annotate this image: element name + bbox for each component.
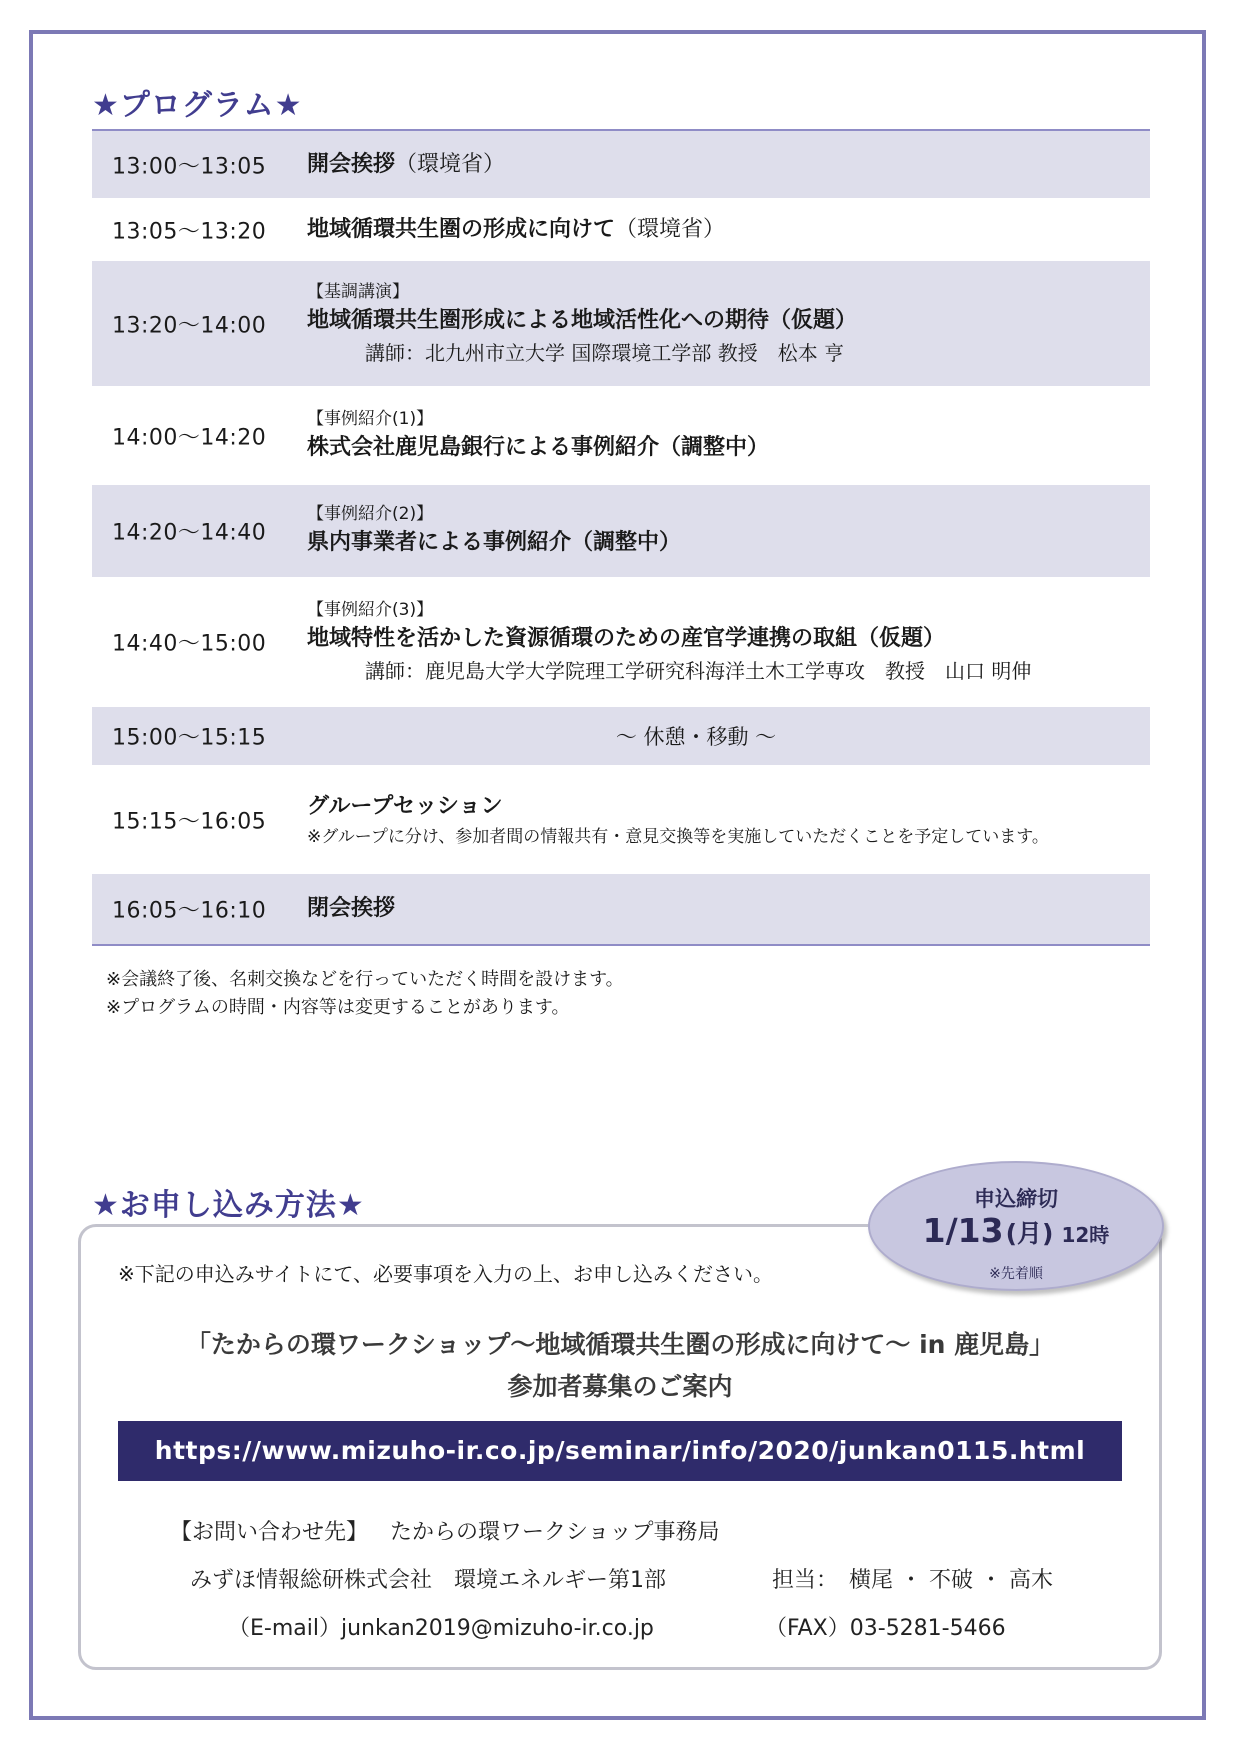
- program-row: [92, 577, 1150, 707]
- row-time: 13:20～14:00: [112, 313, 267, 338]
- contact-label: 【お問い合わせ先】: [170, 1520, 369, 1545]
- row-time: 14:00～14:20: [112, 425, 267, 450]
- row-time: 13:05～13:20: [112, 219, 267, 244]
- row-title: 閉会挨拶: [307, 896, 396, 921]
- row-content: [307, 213, 725, 247]
- deadline-weekday: (月): [1005, 1219, 1054, 1248]
- row-lecturer: 講師：鹿児島大学大学院理工学研究科海洋土木工学専攻 教授 山口 明伸: [365, 659, 1032, 683]
- row-org: （環境省）: [395, 151, 506, 177]
- program-note: ※会議終了後、名刺交換などを行っていただく時間を設けます。: [106, 969, 624, 990]
- row-content: [307, 280, 857, 368]
- program-row: [92, 874, 1150, 944]
- program-row: [92, 261, 1150, 386]
- row-title: 株式会社鹿児島銀行による事例紹介（調整中）: [307, 434, 770, 460]
- row-time: 16:05～16:10: [112, 898, 267, 924]
- row-content: [307, 790, 1049, 850]
- program-row: [92, 198, 1150, 261]
- deadline-hour: 12時: [1061, 1223, 1110, 1247]
- registration-url-link[interactable]: https://www.mizuho-ir.co.jp/seminar/info/2020/junkan0115.html: [118, 1421, 1122, 1481]
- row-content: [307, 148, 505, 182]
- row-time: 15:00～15:15: [112, 725, 267, 751]
- program-row: [92, 765, 1150, 874]
- row-content: [307, 502, 681, 560]
- program-note: ※プログラムの時間・内容等は変更することがあります。: [106, 997, 570, 1018]
- apply-title: ★お申し込み方法★: [92, 1188, 365, 1223]
- row-org: （環境省）: [615, 216, 726, 242]
- contact-fax: （FAX）03-5281-5466: [765, 1616, 1006, 1641]
- program-table: [92, 129, 1150, 946]
- row-title: 県内事業者による事例紹介（調整中）: [307, 530, 682, 555]
- row-title: 開会挨拶: [307, 151, 396, 177]
- row-note: ※グループに分け、参加者間の情報共有・意見交換等を実施していただくことを予定しています。: [307, 826, 1049, 847]
- program-row: [92, 386, 1150, 485]
- deadline-day: 1/13: [922, 1211, 1004, 1250]
- deadline-label: 申込締切: [974, 1187, 1058, 1211]
- workshop-subtitle: 参加者募集のご案内: [507, 1372, 733, 1401]
- row-title: グループセッション: [307, 793, 503, 819]
- program-notes: [106, 966, 624, 1022]
- row-time: 13:00～13:05: [112, 154, 267, 179]
- workshop-title: 「たからの環ワークショップ～地域循環共生圏の形成に向けて～ in 鹿児島」: [185, 1330, 1055, 1359]
- contact-company: みずほ情報総研株式会社 環境エネルギー第1部: [190, 1568, 666, 1593]
- row-title: 地域循環共生圏形成による地域活性化への期待（仮題）: [307, 307, 858, 333]
- row-tag: 【基調講演】: [307, 281, 409, 302]
- contact-staff: 担当： 横尾 ・ 不破 ・ 高木: [772, 1568, 1053, 1593]
- row-lecturer: 講師：北九州市立大学 国際環境工学部 教授 松本 亨: [365, 340, 845, 365]
- program-row: [92, 131, 1150, 198]
- apply-note: ※下記の申込みサイトにて、必要事項を入力の上、お申し込みください。: [118, 1262, 773, 1286]
- program-row: [92, 707, 1150, 765]
- deadline-note: ※先着順: [989, 1266, 1043, 1282]
- deadline-badge: [868, 1161, 1164, 1291]
- row-content: [307, 598, 1031, 686]
- row-title: 地域特性を活かした資源循環のための産官学連携の取組（仮題）: [307, 626, 946, 651]
- row-tag: 【事例紹介(1)】: [307, 408, 434, 429]
- row-content: [307, 407, 769, 465]
- row-time: 15:15～16:05: [112, 809, 267, 834]
- deadline-date: [870, 1211, 1162, 1250]
- program-title: ★プログラム★: [92, 88, 303, 123]
- row-tag: 【事例紹介(3)】: [307, 600, 434, 620]
- row-content: [307, 892, 395, 926]
- contact-office: たからの環ワークショップ事務局: [390, 1520, 720, 1545]
- row-title: 地域循環共生圏の形成に向けて: [307, 216, 616, 242]
- contact-email[interactable]: （E-mail）junkan2019@mizuho-ir.co.jp: [228, 1616, 654, 1641]
- row-tag: 【事例紹介(2)】: [307, 504, 434, 524]
- row-time: 14:20～14:40: [112, 520, 267, 546]
- break-label: ～ 休憩・移動 ～: [615, 725, 777, 749]
- row-time: 14:40～15:00: [112, 631, 267, 657]
- program-row: [92, 485, 1150, 577]
